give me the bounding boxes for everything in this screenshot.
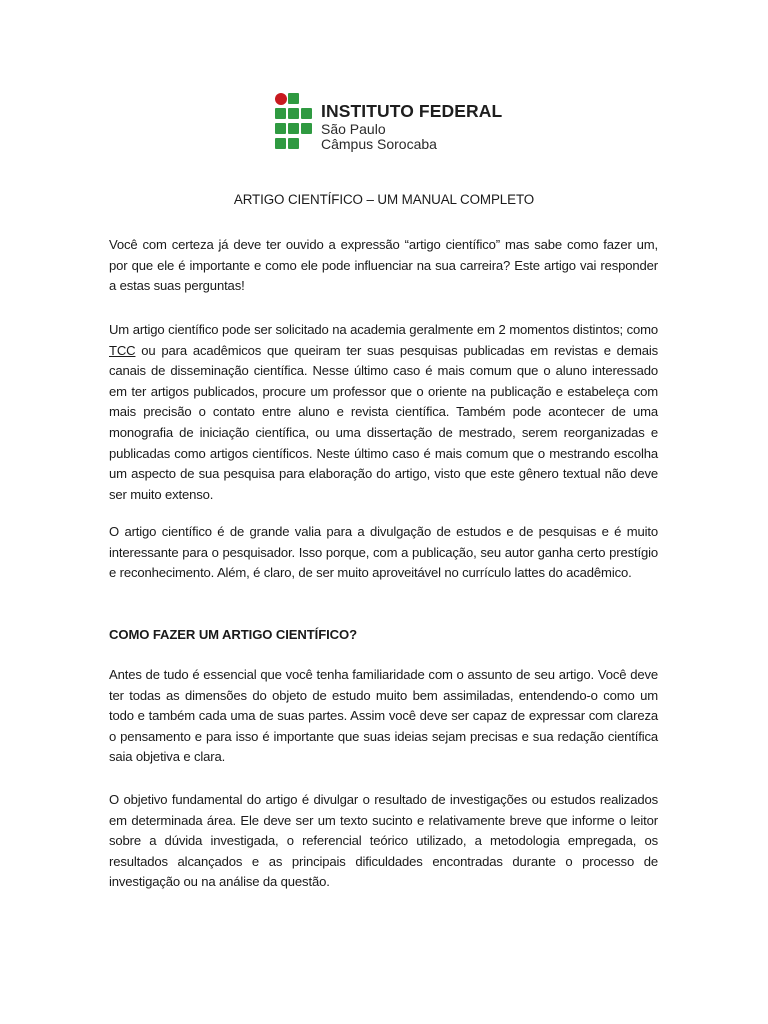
logo-square xyxy=(288,108,299,119)
logo-title: INSTITUTO FEDERAL xyxy=(321,101,503,121)
logo-square xyxy=(301,123,312,134)
logo-square xyxy=(275,108,286,119)
tcc-link[interactable]: TCC xyxy=(109,342,136,358)
logo-square xyxy=(288,93,299,104)
document-title: ARTIGO CIENTÍFICO – UM MANUAL COMPLETO xyxy=(233,192,535,207)
paragraph-objective: O objetivo fundamental do artigo é divulgar o resultado de investigações ou estudos realizados em determinada área. Ele deve ser um texto sucinto e relativamente breve que informe o leitor sobre a dúvida investigada, o referencial teórico utilizado, a metodologia empregada, os resultados alcançados e as principais dificuldades encontradas durante o processo de investigação ou na análise da questão. xyxy=(109,792,658,890)
logo-square xyxy=(275,123,286,134)
section-heading: COMO FAZER UM ARTIGO CIENTÍFICO? xyxy=(109,627,357,642)
paragraph-when-requested xyxy=(109,320,658,505)
paragraph-text: Um artigo científico pode ser solicitado na academia geralmente em 2 momentos distintos; como xyxy=(109,322,658,337)
paragraph-familiarity: Antes de tudo é essencial que você tenha familiaridade com o assunto de seu artigo. Você deve ter todas as dimensões do objeto de estudo muito bem assimiladas, entendendo-o como um todo e também cada uma de suas partes. Assim você deve ser capaz de expressar com clareza o pensamento e para isso é importante que suas ideias sejam precisas e sua redação científica saia objetiva e clara. xyxy=(109,667,658,765)
logo-square xyxy=(288,138,299,149)
logo-red-dot xyxy=(275,93,287,105)
logo-subtitle-campus: Câmpus Sorocaba xyxy=(321,136,437,152)
logo-subtitle-state: São Paulo xyxy=(321,121,386,137)
paragraph-intro: Você com certeza já deve ter ouvido a expressão “artigo científico” mas sabe como fazer um, por que ele é importante e como ele pode influenciar na sua carreira? Este artigo vai responder a estas suas perguntas! xyxy=(109,237,658,294)
logo-square xyxy=(301,108,312,119)
paragraph-value: O artigo científico é de grande valia para a divulgação de estudos e de pesquisas e é muito interessante para o pesquisador. Isso porque, com a publicação, seu autor ganha certo prestígio e reconhecimento. Além, é claro, de ser muito aproveitável no currículo lattes do acadêmico. xyxy=(109,524,658,581)
logo-square xyxy=(275,138,286,149)
logo-square xyxy=(288,123,299,134)
logo-grid-icon xyxy=(275,93,313,151)
paragraph-text: ou para acadêmicos que queiram ter suas pesquisas publicadas em revistas e demais canais de disseminação científica. Nesse último caso é mais comum que o aluno interessado em ter artigos publicados, procure um professor que o oriente na publicação e estabeleça com mais precisão o contato entre aluno e revista científica. Também pode acontecer de uma monografia de iniciação científica, ou uma dissertação de mestrado, serem reorganizadas e publicadas como artigos científicos. Neste último caso é mais comum que o mestrando escolha um aspecto de sua pesquisa para elaboração do artigo, visto que este gênero textual não deve ser muito extenso. xyxy=(109,342,658,502)
institution-logo xyxy=(273,91,503,153)
